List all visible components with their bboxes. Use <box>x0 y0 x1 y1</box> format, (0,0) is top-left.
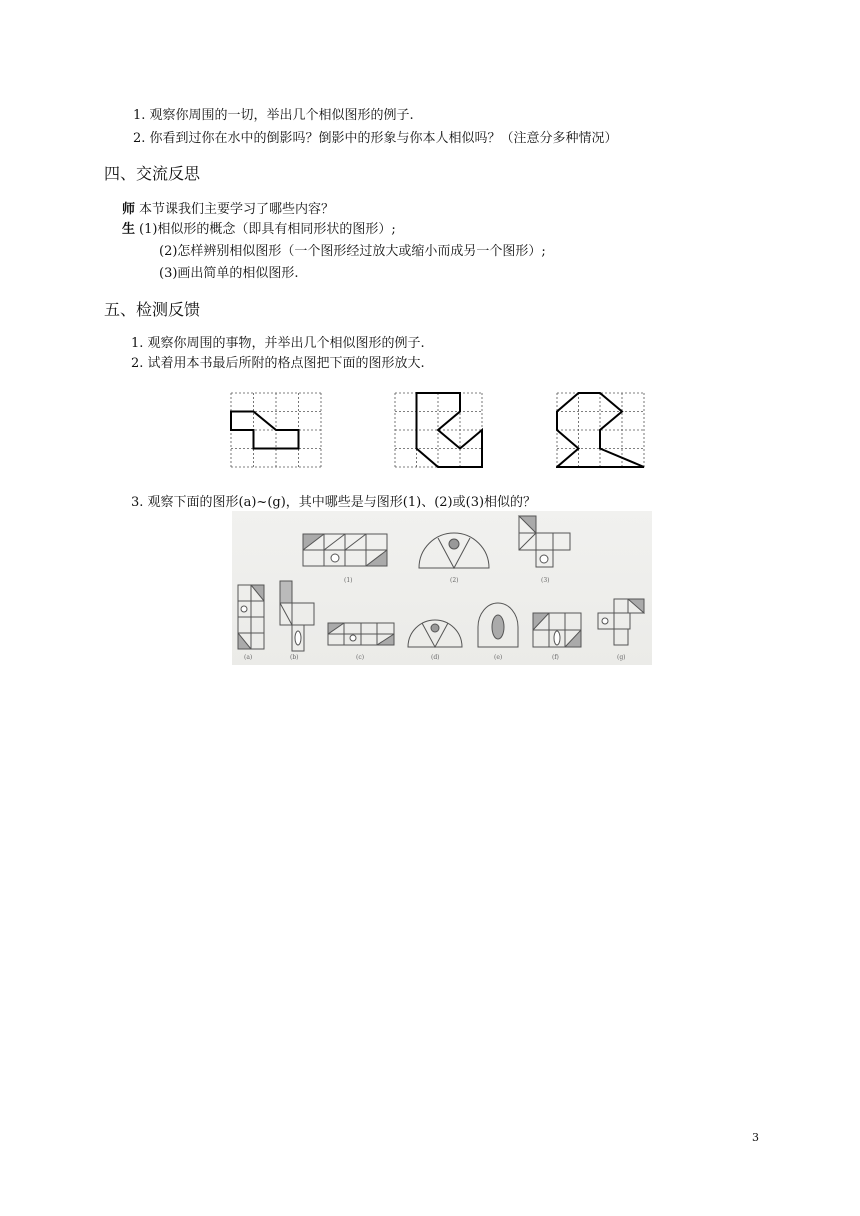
figure-1-strip <box>303 534 387 566</box>
label-e: (e) <box>494 654 503 661</box>
label-b: (b) <box>290 654 299 661</box>
label-g: (g) <box>617 654 626 661</box>
label-c: (c) <box>356 654 365 661</box>
similar-figures-illustration <box>232 511 652 665</box>
figure-d-semicircle <box>408 620 462 647</box>
label-a: (a) <box>244 654 253 661</box>
section3-item-2: 2. 你看到过你在水中的倒影吗？倒影中的形象与你本人相似吗？（注意分多种情况） <box>133 131 618 146</box>
section5-item-2: 2. 试着用本书最后所附的格点图把下面的图形放大. <box>131 356 425 371</box>
figure-f-grid <box>533 613 581 647</box>
section5-item-1: 1. 观察你周围的事物，并举出几个相似图形的例子. <box>131 336 425 351</box>
label-1: (1) <box>344 577 353 584</box>
figure-2-semicircle <box>419 533 489 568</box>
label-2: (2) <box>450 577 459 584</box>
student-text-2: (2)怎样辨别相似图形（一个图形经过放大或缩小而成另一个图形）; <box>159 244 546 259</box>
student-label: 生 <box>122 222 136 237</box>
grid-figure-2 <box>394 392 484 468</box>
teacher-text: 本节课我们主要学习了哪些内容？ <box>139 202 335 217</box>
student-line-1 <box>122 222 396 238</box>
label-d: (d) <box>431 654 440 661</box>
label-f: (f) <box>552 654 559 661</box>
figure-g-shape <box>598 599 644 645</box>
section5-heading: 五、检测反馈 <box>104 300 201 319</box>
section5-item-3: 3. 观察下面的图形(a)~(g)，其中哪些是与图形(1)、(2)或(3)相似的？ <box>131 495 537 510</box>
figure-c-strip <box>328 623 394 645</box>
teacher-line <box>122 202 334 218</box>
page-number: 3 <box>752 1131 759 1144</box>
figure-e-arch <box>478 603 518 647</box>
label-3: (3) <box>541 577 550 584</box>
figure-3-cross <box>519 516 570 567</box>
grid-figure-3 <box>556 392 646 468</box>
section4-heading: 四、交流反思 <box>104 164 201 183</box>
section3-item-1: 1. 观察你周围的一切，举出几个相似图形的例子. <box>133 108 414 123</box>
grid-figure-1 <box>230 392 324 468</box>
figure-b-shape <box>280 581 314 651</box>
student-text-1: (1)相似形的概念（即具有相同形状的图形）; <box>139 222 396 237</box>
figure-a-column <box>238 585 264 649</box>
student-text-3: (3)画出简单的相似图形. <box>159 266 299 281</box>
teacher-label: 师 <box>122 202 136 217</box>
